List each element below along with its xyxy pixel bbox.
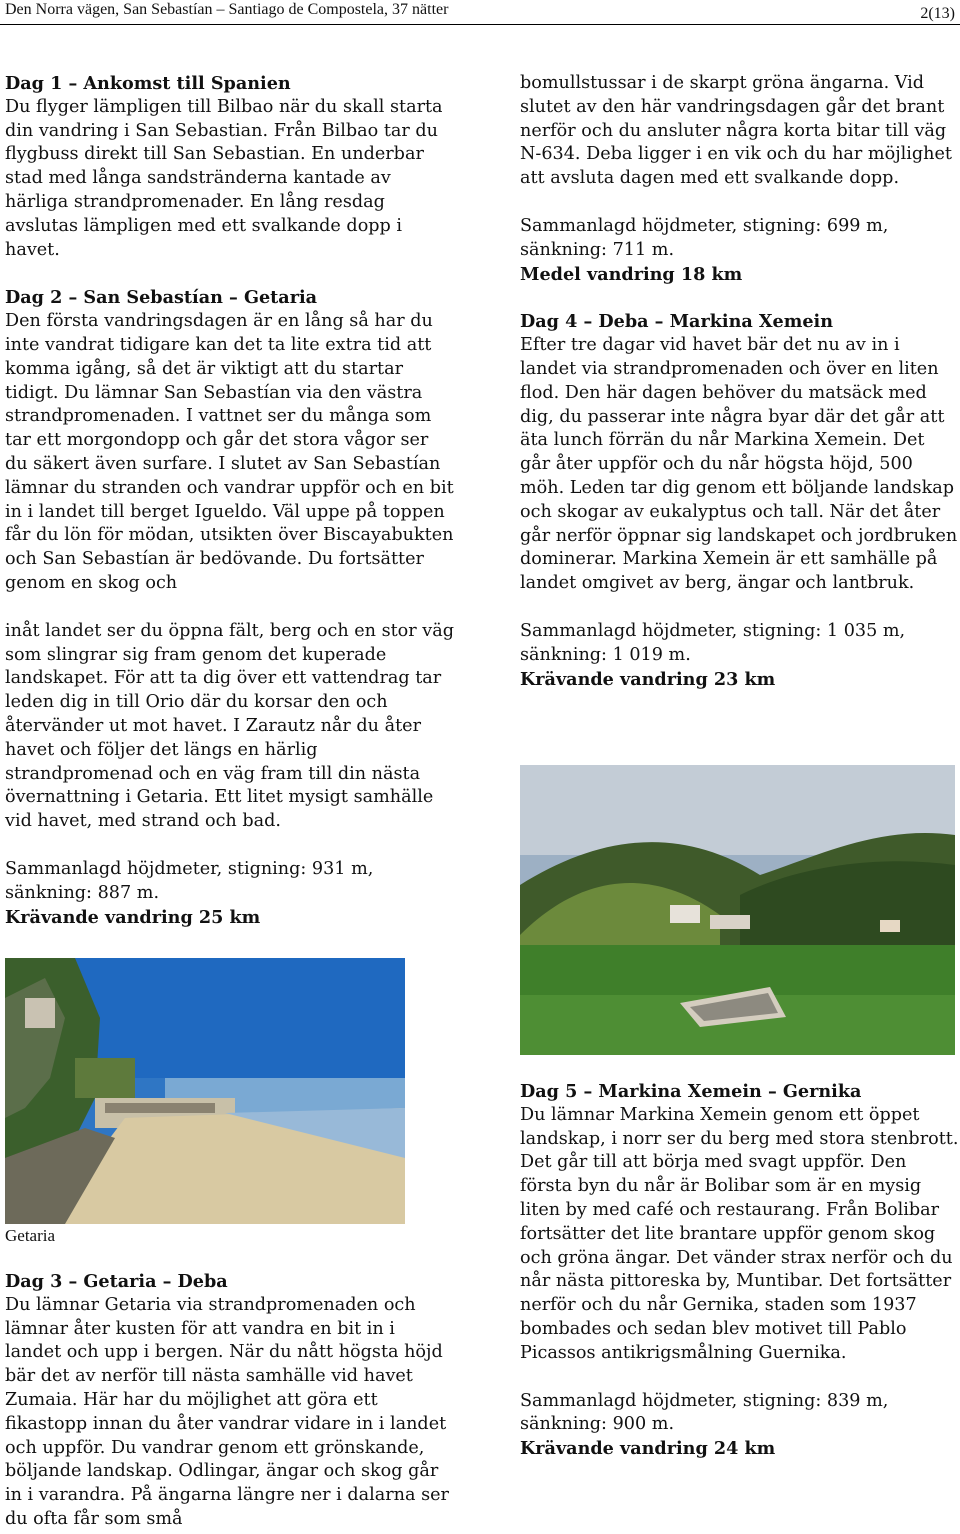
header-divider bbox=[0, 24, 960, 25]
day1-text: Du flyger lämpligen till Bilbao när du skall starta din vandring i San Sebastian. Från Bilbao tar du flygbuss direkt till San Sebastian. En underbar stad med långa sandstränderna kantade av härliga strandpromenader. En lång resdag avslutas lämpligen med ett svalkande dopp i havet. bbox=[5, 96, 443, 260]
day2-stats: Sammanlagd höjdmeter, stigning: 931 m, sänkning: 887 m. bbox=[5, 858, 374, 903]
day4-grade: Krävande vandring 23 km bbox=[520, 668, 776, 690]
day2-heading: Dag 2 – San Sebastían – Getaria bbox=[5, 287, 318, 309]
day5-heading: Dag 5 – Markina Xemein – Gernika bbox=[520, 1081, 862, 1102]
day5-stats: Sammanlagd höjdmeter, stigning: 839 m, sänkning: 900 m. bbox=[520, 1390, 889, 1435]
right-column-day5 bbox=[520, 1080, 960, 1461]
day4-stats: Sammanlagd höjdmeter, stigning: 1 035 m, sänkning: 1 019 m. bbox=[520, 620, 906, 665]
day4-text: Efter tre dagar vid havet bär det nu av in i landet via strandpromenaden och över en liten flod. Den här dagen behöver du matsäck med dig, du passerar inte några byar där det går att äta lunch förrän du når Markina Xemein. Det går åter uppför och du når högsta höjd, 500 möh. Leden tar dig genom ett böljande landskap och skogar av eukalyptus och tall. När det åter går nerför öppnar sig landskapet och jordbruken dominerar. Markina Xemein är ett samhälle på landet omgivet av berg, ängar och lantbruk. bbox=[520, 335, 958, 594]
day4-heading: Dag 4 – Deba – Markina Xemein bbox=[520, 311, 834, 333]
day3-text: Du lämnar Getaria via strandpromenaden och lämnar åter kusten för att vandra en bit in i landet och upp i bergen. När du nått högsta höjd bär det av nerför till nästa samhälle vid havet Zumaia. Här har du möjlighet att göra ett fikastopp innan du åter vandrar vidare in i landet och uppför. Du vandrar genom ett grönskande, böljande landskap. Odlingar, ängar och skog går in i varandra. På ängarna längre ner i dalarna ser du ofta får som små bbox=[5, 1294, 449, 1529]
day1-heading: Dag 1 – Ankomst till Spanien bbox=[5, 73, 291, 94]
right-column bbox=[520, 72, 960, 691]
day3-continued: bomullstussar i de skarpt gröna ängarna. Vid slutet av den här vandringsdagen går det brant nerför och du ansluter några korta bitar till väg N-634. Deba ligger i en vik och du har möjlighet att avsluta dagen med ett svalkande dopp. bbox=[520, 73, 952, 189]
photo-caption: Getaria bbox=[5, 1226, 56, 1245]
left-column bbox=[5, 72, 455, 929]
day3-grade: Medel vandring 18 km bbox=[520, 263, 743, 285]
day2-text-b: inåt landet ser du öppna fält, berg och en stor väg som slingrar sig fram genom det kuperade landskapet. För att ta dig över ett vattendrag tar leden dig in till Orio där du korsar den och återvänder ut mot havet. I Zarautz når du åter havet och följer det längs en härlig strandpromenad och en väg fram till din nästa övernattning i Getaria. Ett litet mysigt samhälle vid havet, med strand och bad. bbox=[5, 620, 454, 832]
day3-heading: Dag 3 – Getaria – Deba bbox=[5, 1271, 228, 1292]
page-header bbox=[5, 0, 955, 22]
day2-grade: Krävande vandring 25 km bbox=[5, 906, 261, 928]
left-column-day3 bbox=[5, 1270, 455, 1532]
document-title: Den Norra vägen, San Sebastían – Santiago de Compostela, 37 nätter bbox=[5, 1, 449, 18]
markina-valley-photo bbox=[520, 765, 955, 1055]
day3-stats: Sammanlagd höjdmeter, stigning: 699 m, sänkning: 711 m. bbox=[520, 215, 889, 260]
getaria-beach-photo bbox=[5, 958, 405, 1224]
day5-grade: Krävande vandring 24 km bbox=[520, 1438, 776, 1460]
day2-text-a: Den första vandringsdagen är en lång så har du inte vandrat tidigare kan det ta lite extra tid att komma igång, så det är viktigt att du startar tidigt. Du lämnar San Sebastían via den västra strandpromenaden. I vattnet ser du många som tar ett morgondopp och går det stora vågor ser du säkert även surfare. I slutet av San Sebastían lämnar du stranden och vandrar uppför och en bit in i landet till berget Igueldo. Väl uppe på toppen får du lön för mödan, utsikten över Biscayabukten och San Sebastían är bedövande. Du fortsätter genom en skog och bbox=[5, 311, 454, 593]
page-number: 2(13) bbox=[920, 5, 955, 22]
day5-text: Du lämnar Markina Xemein genom ett öppet landskap, i norr ser du berg med stora stenbrott. Det går till att börja med svagt uppför. Den första byn du når är Bolibar som är en mysig liten by med café och restaurang. Från Bolibar fortsätter det lite brantare uppför genom skog och gröna ängar. Det vänder strax nerför och du når nästa pittoreska by, Muntibar. Det fortsätter nerför och du når Gernika, staden som 1937 bombades och sedan blev motivet till Pablo Picassos antikrigsmålning Guernika. bbox=[520, 1104, 959, 1363]
